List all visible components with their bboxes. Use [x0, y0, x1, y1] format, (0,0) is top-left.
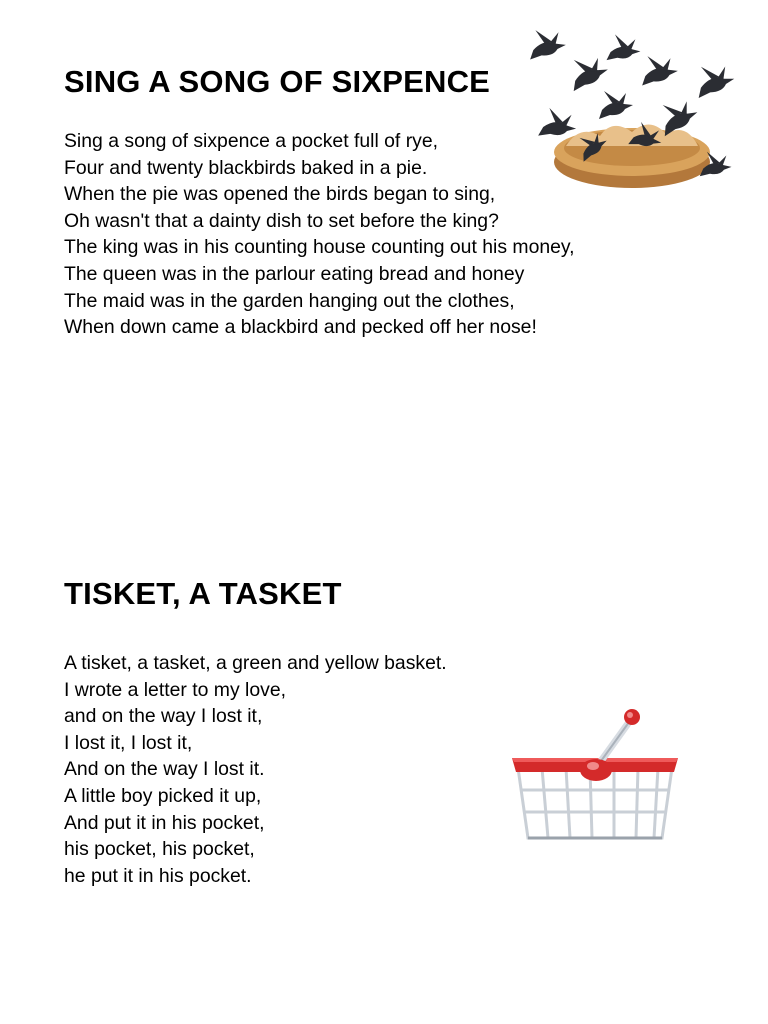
- poem-body-sixpence: [64, 128, 575, 341]
- shopping-basket-illustration: [506, 706, 684, 844]
- pie-dish: [554, 124, 710, 188]
- poem-title-sixpence: SING A SONG OF SIXPENCE: [64, 64, 491, 99]
- poem-body-tisket: [64, 650, 447, 889]
- poem-line: Oh wasn't that a dainty dish to set before the king?: [64, 209, 499, 232]
- poem-line: I lost it, I lost it,: [64, 731, 193, 754]
- poem-line: The king was in his counting house counting out his money,: [64, 236, 575, 259]
- poem-line: When down came a blackbird and pecked off her nose!: [64, 316, 537, 339]
- poem-line: and on the way I lost it,: [64, 705, 263, 728]
- poem-line: A little boy picked it up,: [64, 784, 262, 807]
- poem-line: he put it in his pocket.: [64, 864, 252, 887]
- poem-line: Sing a song of sixpence a pocket full of rye,: [64, 130, 439, 152]
- poem-line: The queen was in the parlour eating bread and honey: [64, 262, 525, 285]
- poem-line: And on the way I lost it.: [64, 758, 265, 781]
- poem-line: I wrote a letter to my love,: [64, 678, 286, 701]
- poem-line: A tisket, a tasket, a green and yellow basket.: [64, 652, 447, 674]
- poem-line: Four and twenty blackbirds baked in a pie.: [64, 156, 428, 179]
- poem-title-tisket: TISKET, A TASKET: [64, 576, 342, 611]
- poem-line: And put it in his pocket,: [64, 811, 265, 834]
- poem-line: his pocket, his pocket,: [64, 838, 255, 861]
- blackbird-pie-illustration: [520, 28, 752, 198]
- poem-line: The maid was in the garden hanging out the clothes,: [64, 289, 515, 312]
- poem-line: When the pie was opened the birds began to sing,: [64, 183, 496, 206]
